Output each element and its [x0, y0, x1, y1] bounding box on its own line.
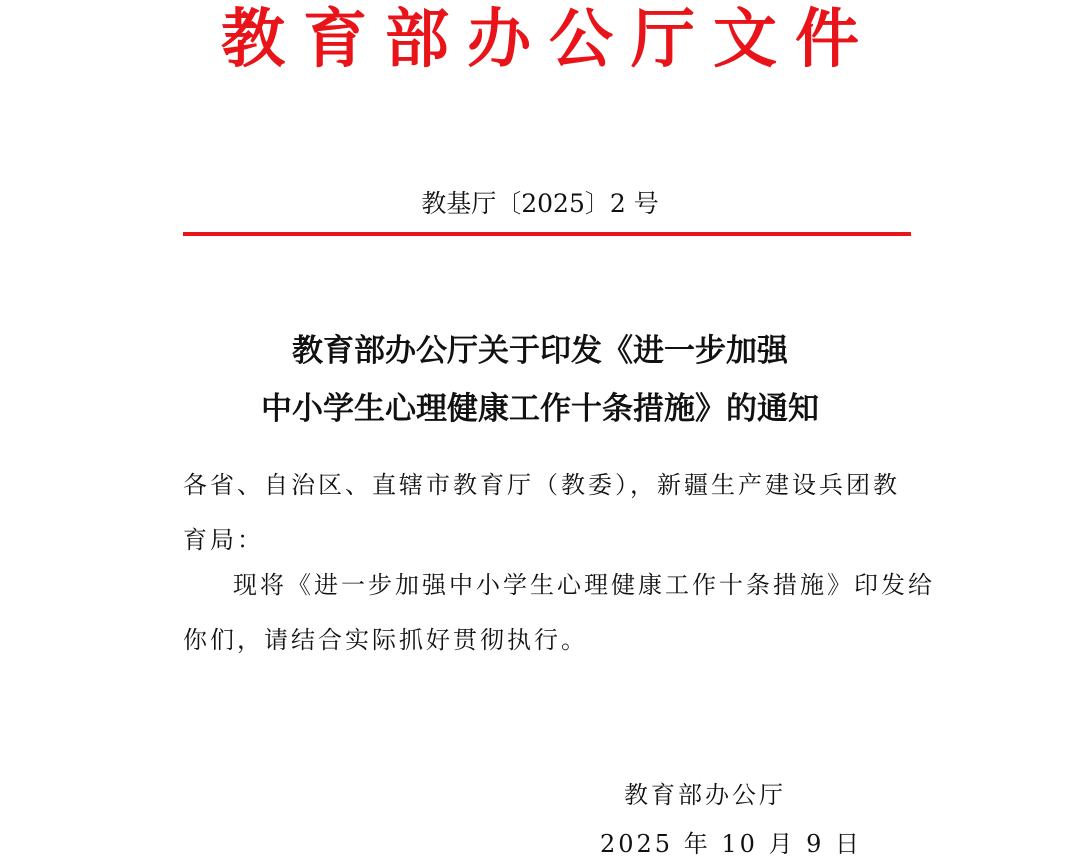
issue-date: 2025 年 10 月 9 日 [600, 830, 863, 858]
notice-title-line-2: 中小学生心理健康工作十条措施》的通知 [261, 391, 819, 427]
body-paragraph-line-2: 你们，请结合实际抓好贯彻执行。 [183, 626, 588, 654]
document-number: 教基厅〔2025〕2 号 [421, 189, 659, 218]
issuer-signature: 教育部办公厅 [624, 781, 786, 809]
notice-title [0, 322, 1080, 438]
addressee [183, 458, 913, 568]
notice-title-line-1: 教育部办公厅关于印发《进一步加强 [292, 333, 788, 369]
body-paragraph-line-1: 现将《进一步加强中小学生心理健康工作十条措施》印发给 [233, 571, 935, 599]
masthead-title: 教育部办公厅文件 [221, 3, 877, 77]
body-paragraph [183, 558, 935, 668]
addressee-line-1: 各省、自治区、直辖市教育厅（教委），新疆生产建设兵团教 [183, 471, 900, 499]
red-divider-rule [183, 232, 911, 236]
addressee-line-2: 育局： [183, 526, 264, 554]
